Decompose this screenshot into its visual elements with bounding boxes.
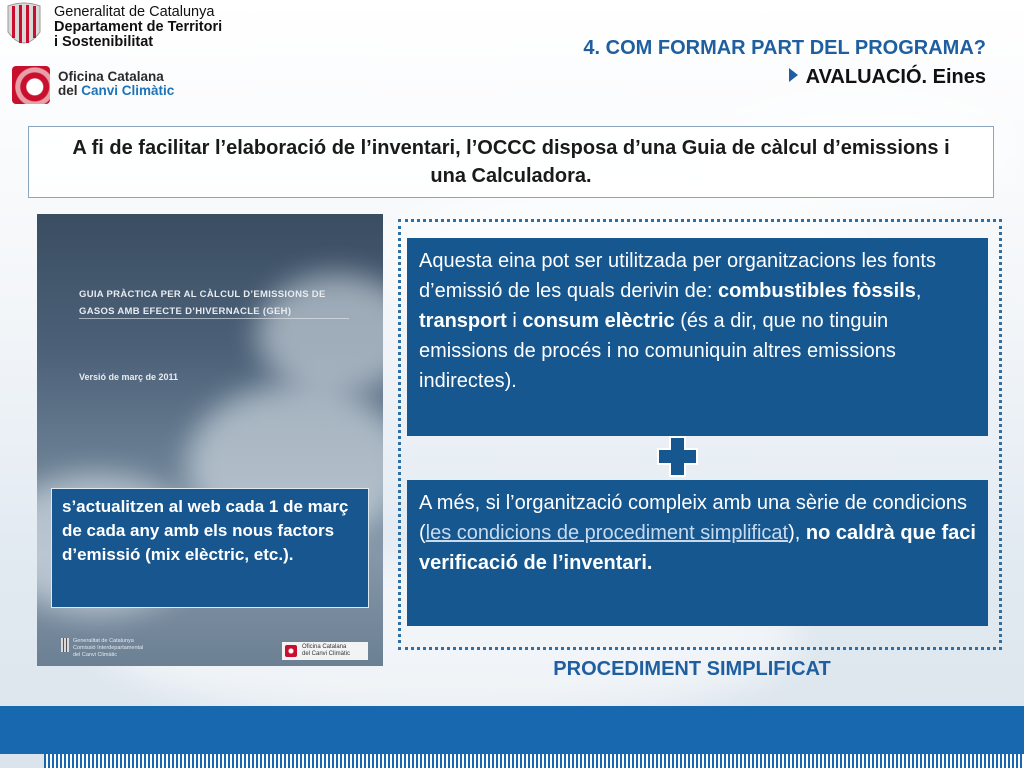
box2-bold1: no caldrà que faci verificació de l’inventari. xyxy=(419,522,976,574)
gencat-logo xyxy=(4,2,254,52)
occc-line2b: Canvi Climàtic xyxy=(81,83,175,98)
occc-line2a: del xyxy=(58,83,82,98)
triangle-right-icon xyxy=(789,68,798,82)
cover-foot-left2: Comissió Interdepartamental xyxy=(73,645,144,651)
cover-foot-right2: del Canvi Climàtic xyxy=(302,651,351,657)
occc-logo xyxy=(12,66,212,106)
box1-text4: (és a dir, que no tinguin emissions de procés i no comuniquin altres emissions indirectes). xyxy=(419,310,896,392)
cover-foot-right1: Oficina Catalana xyxy=(302,644,347,650)
box2-text1: A més, si l’organització compleix amb una sèrie de condicions ( xyxy=(419,492,968,544)
cover-occc-mark-icon xyxy=(285,645,297,657)
conditions-box xyxy=(407,480,988,626)
tool-scope-box xyxy=(407,238,988,436)
procedure-label: PROCEDIMENT SIMPLIFICAT xyxy=(553,658,831,680)
section-subtitle xyxy=(789,66,986,89)
bottom-bar xyxy=(0,706,1024,754)
simplified-conditions-link[interactable]: les condicions de procediment simplificat xyxy=(425,522,789,544)
occc-mark-icon xyxy=(12,66,50,104)
section-subtitle-text: AVALUACIÓ. Eines xyxy=(805,66,986,88)
box1-text3: i xyxy=(506,310,523,332)
occc-text xyxy=(58,70,174,98)
section-title: 4. COM FORMAR PART DEL PROGRAMA? xyxy=(583,37,986,59)
occc-line1: Oficina Catalana xyxy=(58,69,164,84)
cover-foot-left xyxy=(73,638,143,659)
gencat-line3: i Sostenibilitat xyxy=(54,34,154,50)
bottom-stripes xyxy=(44,754,1024,768)
cover-foot-left1: Generalitat de Catalunya xyxy=(73,638,134,644)
occc-line2 xyxy=(58,84,174,98)
cover-gencat-flag-icon xyxy=(61,638,69,652)
cover-foot-right xyxy=(282,642,368,660)
box1-bold2: transport xyxy=(419,310,507,332)
cover-divider xyxy=(79,318,349,319)
box1-text1: Aquesta eina pot ser utilitzada per organitzacions les fonts d’emissió de les quals derivin de: xyxy=(419,250,936,302)
update-note-box xyxy=(51,488,369,608)
gencat-line2: Departament de Territori xyxy=(54,19,223,35)
plus-icon xyxy=(657,436,698,477)
gencat-line1: Generalitat de Catalunya xyxy=(54,4,215,20)
intro-text: A fi de facilitar l’elaboració de l’inventari, l’OCCC disposa d’una Guia de càlcul d’emissions i una Calculadora. xyxy=(72,137,950,187)
cover-title-line2: GASOS AMB EFECTE D’HIVERNACLE (GEH) xyxy=(79,306,292,317)
box1-bold3: consum elèctric xyxy=(522,310,675,332)
gencat-text xyxy=(54,5,222,50)
cover-foot-left3: del Canvi Climàtic xyxy=(73,652,118,658)
box1-text2: , xyxy=(915,280,922,302)
cover-version: Versió de març de 2011 xyxy=(79,372,179,382)
cover-title xyxy=(79,286,359,320)
gencat-flag-icon xyxy=(4,2,44,50)
intro-box xyxy=(28,126,994,198)
box2-text2: ), xyxy=(788,522,806,544)
update-note-text: s’actualitzen al web cada 1 de març de cada any amb els nous factors d’emissió (mix elèctric, etc.). xyxy=(62,497,349,564)
box1-bold1: combustibles fòssils xyxy=(718,280,916,302)
cover-title-line1: GUIA PRÀCTICA PER AL CÀLCUL D’EMISSIONS DE xyxy=(79,289,326,300)
